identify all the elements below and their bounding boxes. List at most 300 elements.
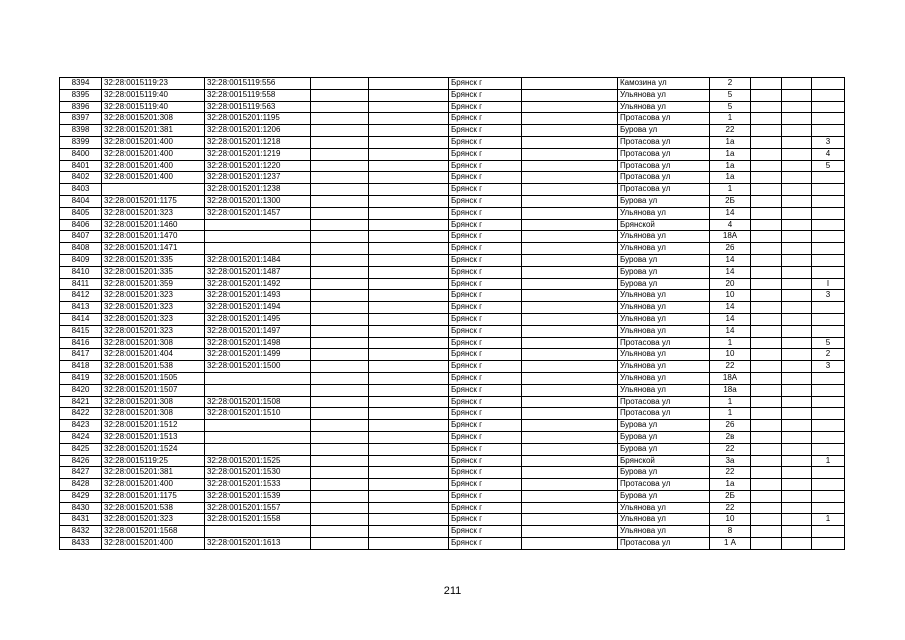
empty-col-3-cell (522, 467, 618, 479)
empty-col-2-cell (369, 101, 449, 113)
empty-col-4-cell (751, 78, 782, 90)
street-cell: Ульянова ул (618, 89, 710, 101)
record-number-cell: 8406 (60, 219, 102, 231)
apartment-number-cell (812, 479, 845, 491)
apartment-number-cell (812, 384, 845, 396)
apartment-number-cell (812, 443, 845, 455)
empty-col-2-cell (369, 89, 449, 101)
empty-col-1-cell (311, 207, 369, 219)
empty-col-4-cell (751, 313, 782, 325)
apartment-number-cell (812, 184, 845, 196)
empty-col-2-cell (369, 184, 449, 196)
cadastral-number-object-cell (205, 526, 311, 538)
empty-col-1-cell (311, 302, 369, 314)
street-cell: Протасова ул (618, 148, 710, 160)
cadastral-number-object-cell: 32:28:0015201:1484 (205, 254, 311, 266)
empty-col-3-cell (522, 125, 618, 137)
table-row (60, 113, 845, 125)
empty-col-4-cell (751, 349, 782, 361)
cadastral-number-object-cell: 32:28:0015119:558 (205, 89, 311, 101)
city-cell: Брянск г (449, 231, 522, 243)
street-cell: Протасова ул (618, 479, 710, 491)
apartment-number-cell: 2 (812, 349, 845, 361)
empty-col-5-cell (782, 243, 812, 255)
table-row (60, 372, 845, 384)
empty-col-5-cell (782, 337, 812, 349)
empty-col-2-cell (369, 302, 449, 314)
street-cell: Бурова ул (618, 266, 710, 278)
house-number-cell: 10 (710, 514, 751, 526)
empty-col-2-cell (369, 172, 449, 184)
empty-col-3-cell (522, 195, 618, 207)
cadastral-number-object-cell: 32:28:0015201:1220 (205, 160, 311, 172)
empty-col-2-cell (369, 278, 449, 290)
empty-col-3-cell (522, 479, 618, 491)
city-cell: Брянск г (449, 431, 522, 443)
table-row (60, 231, 845, 243)
empty-col-2-cell (369, 455, 449, 467)
apartment-number-cell (812, 302, 845, 314)
cadastral-number-parcel-cell: 32:28:0015119:40 (102, 89, 205, 101)
cadastral-number-parcel-cell: 32:28:0015201:335 (102, 266, 205, 278)
street-cell: Бурова ул (618, 420, 710, 432)
city-cell: Брянск г (449, 396, 522, 408)
empty-col-3-cell (522, 160, 618, 172)
street-cell: Брянской (618, 219, 710, 231)
empty-col-2-cell (369, 479, 449, 491)
empty-col-3-cell (522, 89, 618, 101)
cadastral-number-object-cell: 32:28:0015201:1237 (205, 172, 311, 184)
apartment-number-cell (812, 431, 845, 443)
record-number-cell: 8420 (60, 384, 102, 396)
house-number-cell: 2в (710, 431, 751, 443)
empty-col-4-cell (751, 136, 782, 148)
city-cell: Брянск г (449, 443, 522, 455)
street-cell: Протасова ул (618, 184, 710, 196)
record-number-cell: 8430 (60, 502, 102, 514)
cadastral-number-parcel-cell: 32:28:0015201:1471 (102, 243, 205, 255)
empty-col-2-cell (369, 514, 449, 526)
cadastral-number-parcel-cell: 32:28:0015201:323 (102, 313, 205, 325)
empty-col-5-cell (782, 467, 812, 479)
city-cell: Брянск г (449, 125, 522, 137)
city-cell: Брянск г (449, 361, 522, 373)
apartment-number-cell (812, 195, 845, 207)
street-cell: Ульянова ул (618, 526, 710, 538)
apartment-number-cell (812, 207, 845, 219)
table-row (60, 502, 845, 514)
record-number-cell: 8411 (60, 278, 102, 290)
table-row (60, 467, 845, 479)
record-number-cell: 8396 (60, 101, 102, 113)
empty-col-1-cell (311, 113, 369, 125)
empty-col-5-cell (782, 479, 812, 491)
empty-col-3-cell (522, 207, 618, 219)
empty-col-2-cell (369, 160, 449, 172)
empty-col-2-cell (369, 490, 449, 502)
street-cell: Бурова ул (618, 195, 710, 207)
city-cell: Брянск г (449, 514, 522, 526)
empty-col-5-cell (782, 325, 812, 337)
cadastral-number-parcel-cell: 32:28:0015119:40 (102, 101, 205, 113)
apartment-number-cell (812, 125, 845, 137)
empty-col-3-cell (522, 502, 618, 514)
house-number-cell: 14 (710, 302, 751, 314)
record-number-cell: 8424 (60, 431, 102, 443)
cadastral-number-parcel-cell: 32:28:0015201:323 (102, 325, 205, 337)
empty-col-2-cell (369, 337, 449, 349)
empty-col-1-cell (311, 396, 369, 408)
table-row (60, 490, 845, 502)
city-cell: Брянск г (449, 184, 522, 196)
empty-col-1-cell (311, 231, 369, 243)
cadastral-number-object-cell: 32:28:0015201:1557 (205, 502, 311, 514)
empty-col-4-cell (751, 408, 782, 420)
empty-col-3-cell (522, 290, 618, 302)
empty-col-5-cell (782, 266, 812, 278)
city-cell: Брянск г (449, 254, 522, 266)
cadastral-number-object-cell: 32:28:0015201:1510 (205, 408, 311, 420)
city-cell: Брянск г (449, 89, 522, 101)
empty-col-5-cell (782, 219, 812, 231)
record-number-cell: 8404 (60, 195, 102, 207)
city-cell: Брянск г (449, 101, 522, 113)
cadastral-number-object-cell (205, 420, 311, 432)
table-row (60, 219, 845, 231)
city-cell: Брянск г (449, 207, 522, 219)
empty-col-5-cell (782, 349, 812, 361)
empty-col-5-cell (782, 125, 812, 137)
empty-col-1-cell (311, 78, 369, 90)
empty-col-3-cell (522, 514, 618, 526)
cadastral-number-object-cell (205, 372, 311, 384)
cadastral-number-object-cell: 32:28:0015201:1494 (205, 302, 311, 314)
empty-col-2-cell (369, 113, 449, 125)
record-number-cell: 8409 (60, 254, 102, 266)
cadastral-number-object-cell (205, 243, 311, 255)
house-number-cell: 1а (710, 172, 751, 184)
empty-col-2-cell (369, 502, 449, 514)
empty-col-4-cell (751, 479, 782, 491)
empty-col-3-cell (522, 113, 618, 125)
table-row (60, 325, 845, 337)
empty-col-1-cell (311, 455, 369, 467)
table-row (60, 172, 845, 184)
empty-col-3-cell (522, 219, 618, 231)
empty-col-5-cell (782, 502, 812, 514)
house-number-cell: 1 А (710, 538, 751, 550)
registry-table (59, 77, 845, 550)
empty-col-2-cell (369, 243, 449, 255)
cadastral-number-object-cell: 32:28:0015201:1457 (205, 207, 311, 219)
record-number-cell: 8398 (60, 125, 102, 137)
cadastral-number-object-cell: 32:28:0015119:556 (205, 78, 311, 90)
cadastral-number-parcel-cell: 32:28:0015201:400 (102, 148, 205, 160)
empty-col-3-cell (522, 361, 618, 373)
house-number-cell: 22 (710, 443, 751, 455)
apartment-number-cell (812, 490, 845, 502)
empty-col-1-cell (311, 361, 369, 373)
empty-col-1-cell (311, 313, 369, 325)
cadastral-number-parcel-cell: 32:28:0015119:25 (102, 455, 205, 467)
house-number-cell: 14 (710, 254, 751, 266)
empty-col-5-cell (782, 113, 812, 125)
cadastral-number-object-cell: 32:28:0015201:1493 (205, 290, 311, 302)
cadastral-number-object-cell: 32:28:0015201:1497 (205, 325, 311, 337)
cadastral-number-object-cell (205, 443, 311, 455)
empty-col-1-cell (311, 538, 369, 550)
house-number-cell: 14 (710, 325, 751, 337)
empty-col-3-cell (522, 337, 618, 349)
empty-col-1-cell (311, 349, 369, 361)
table-row (60, 195, 845, 207)
empty-col-3-cell (522, 455, 618, 467)
empty-col-3-cell (522, 254, 618, 266)
city-cell: Брянск г (449, 302, 522, 314)
empty-col-1-cell (311, 101, 369, 113)
empty-col-2-cell (369, 219, 449, 231)
empty-col-1-cell (311, 195, 369, 207)
city-cell: Брянск г (449, 148, 522, 160)
house-number-cell: 1 (710, 184, 751, 196)
city-cell: Брянск г (449, 502, 522, 514)
record-number-cell: 8414 (60, 313, 102, 325)
empty-col-1-cell (311, 266, 369, 278)
empty-col-2-cell (369, 266, 449, 278)
empty-col-3-cell (522, 372, 618, 384)
empty-col-1-cell (311, 125, 369, 137)
record-number-cell: 8402 (60, 172, 102, 184)
empty-col-2-cell (369, 231, 449, 243)
city-cell: Брянск г (449, 290, 522, 302)
record-number-cell: 8395 (60, 89, 102, 101)
record-number-cell: 8400 (60, 148, 102, 160)
cadastral-number-object-cell: 32:28:0015201:1492 (205, 278, 311, 290)
house-number-cell: 22 (710, 467, 751, 479)
record-number-cell: 8418 (60, 361, 102, 373)
record-number-cell: 8433 (60, 538, 102, 550)
house-number-cell: 18а (710, 384, 751, 396)
street-cell: Ульянова ул (618, 101, 710, 113)
empty-col-4-cell (751, 361, 782, 373)
empty-col-2-cell (369, 136, 449, 148)
table-row (60, 302, 845, 314)
table-row (60, 78, 845, 90)
record-number-cell: 8397 (60, 113, 102, 125)
house-number-cell: 14 (710, 266, 751, 278)
empty-col-1-cell (311, 219, 369, 231)
street-cell: Ульянова ул (618, 243, 710, 255)
house-number-cell: 1 (710, 337, 751, 349)
apartment-number-cell (812, 313, 845, 325)
empty-col-2-cell (369, 396, 449, 408)
apartment-number-cell (812, 231, 845, 243)
empty-col-3-cell (522, 148, 618, 160)
empty-col-1-cell (311, 443, 369, 455)
cadastral-number-parcel-cell: 32:28:0015201:323 (102, 290, 205, 302)
cadastral-number-object-cell (205, 219, 311, 231)
cadastral-number-object-cell: 32:28:0015201:1500 (205, 361, 311, 373)
table-row (60, 148, 845, 160)
cadastral-number-object-cell: 32:28:0015201:1219 (205, 148, 311, 160)
cadastral-number-object-cell: 32:28:0015201:1487 (205, 266, 311, 278)
empty-col-4-cell (751, 372, 782, 384)
house-number-cell: 20 (710, 278, 751, 290)
city-cell: Брянск г (449, 219, 522, 231)
apartment-number-cell (812, 538, 845, 550)
apartment-number-cell (812, 219, 845, 231)
empty-col-1-cell (311, 514, 369, 526)
city-cell: Брянск г (449, 78, 522, 90)
cadastral-number-object-cell (205, 384, 311, 396)
record-number-cell: 8416 (60, 337, 102, 349)
cadastral-number-parcel-cell: 32:28:0015201:308 (102, 408, 205, 420)
apartment-number-cell: 3 (812, 136, 845, 148)
street-cell: Протасова ул (618, 113, 710, 125)
city-cell: Брянск г (449, 313, 522, 325)
house-number-cell: 1а (710, 136, 751, 148)
street-cell: Бурова ул (618, 254, 710, 266)
table-row (60, 396, 845, 408)
cadastral-number-parcel-cell: 32:28:0015201:1568 (102, 526, 205, 538)
cadastral-number-object-cell: 32:28:0015201:1195 (205, 113, 311, 125)
cadastral-number-object-cell: 32:28:0015201:1495 (205, 313, 311, 325)
empty-col-2-cell (369, 526, 449, 538)
cadastral-number-parcel-cell: 32:28:0015201:308 (102, 396, 205, 408)
empty-col-5-cell (782, 526, 812, 538)
table-row (60, 538, 845, 550)
cadastral-number-parcel-cell: 32:28:0015201:1460 (102, 219, 205, 231)
house-number-cell: 1а (710, 148, 751, 160)
table-row (60, 184, 845, 196)
city-cell: Брянск г (449, 243, 522, 255)
empty-col-5-cell (782, 384, 812, 396)
apartment-number-cell (812, 254, 845, 266)
empty-col-2-cell (369, 78, 449, 90)
house-number-cell: 14 (710, 313, 751, 325)
empty-col-5-cell (782, 396, 812, 408)
record-number-cell: 8429 (60, 490, 102, 502)
street-cell: Протасова ул (618, 136, 710, 148)
empty-col-3-cell (522, 384, 618, 396)
record-number-cell: 8431 (60, 514, 102, 526)
apartment-number-cell (812, 325, 845, 337)
empty-col-5-cell (782, 160, 812, 172)
apartment-number-cell (812, 372, 845, 384)
empty-col-1-cell (311, 526, 369, 538)
city-cell: Брянск г (449, 325, 522, 337)
cadastral-number-object-cell: 32:28:0015201:1539 (205, 490, 311, 502)
empty-col-5-cell (782, 78, 812, 90)
apartment-number-cell: 3 (812, 361, 845, 373)
record-number-cell: 8394 (60, 78, 102, 90)
empty-col-1-cell (311, 89, 369, 101)
empty-col-2-cell (369, 125, 449, 137)
street-cell: Протасова ул (618, 337, 710, 349)
table-row (60, 337, 845, 349)
street-cell: Ульянова ул (618, 502, 710, 514)
record-number-cell: 8412 (60, 290, 102, 302)
empty-col-3-cell (522, 408, 618, 420)
street-cell: Ульянова ул (618, 372, 710, 384)
house-number-cell: 2Б (710, 490, 751, 502)
street-cell: Ульянова ул (618, 313, 710, 325)
city-cell: Брянск г (449, 337, 522, 349)
record-number-cell: 8399 (60, 136, 102, 148)
empty-col-4-cell (751, 101, 782, 113)
record-number-cell: 8422 (60, 408, 102, 420)
street-cell: Ульянова ул (618, 302, 710, 314)
empty-col-4-cell (751, 243, 782, 255)
table-row (60, 514, 845, 526)
empty-col-3-cell (522, 302, 618, 314)
registry-table-body (60, 78, 845, 550)
street-cell: Ульянова ул (618, 325, 710, 337)
cadastral-number-parcel-cell: 32:28:0015201:1524 (102, 443, 205, 455)
cadastral-number-parcel-cell: 32:28:0015201:323 (102, 302, 205, 314)
empty-col-4-cell (751, 490, 782, 502)
city-cell: Брянск г (449, 113, 522, 125)
table-row (60, 136, 845, 148)
empty-col-2-cell (369, 361, 449, 373)
house-number-cell: 22 (710, 125, 751, 137)
city-cell: Брянск г (449, 136, 522, 148)
street-cell: Протасова ул (618, 160, 710, 172)
empty-col-2-cell (369, 384, 449, 396)
street-cell: Ульянова ул (618, 290, 710, 302)
record-number-cell: 8403 (60, 184, 102, 196)
empty-col-1-cell (311, 243, 369, 255)
cadastral-number-object-cell: 32:28:0015201:1530 (205, 467, 311, 479)
empty-col-5-cell (782, 195, 812, 207)
record-number-cell: 8427 (60, 467, 102, 479)
house-number-cell: 26 (710, 243, 751, 255)
apartment-number-cell (812, 172, 845, 184)
table-row (60, 443, 845, 455)
cadastral-number-object-cell: 32:28:0015201:1525 (205, 455, 311, 467)
cadastral-number-parcel-cell: 32:28:0015201:308 (102, 337, 205, 349)
record-number-cell: 8415 (60, 325, 102, 337)
cadastral-number-parcel-cell: 32:28:0015201:323 (102, 207, 205, 219)
empty-col-4-cell (751, 467, 782, 479)
empty-col-5-cell (782, 431, 812, 443)
empty-col-3-cell (522, 490, 618, 502)
record-number-cell: 8419 (60, 372, 102, 384)
table-row (60, 526, 845, 538)
empty-col-4-cell (751, 337, 782, 349)
empty-col-2-cell (369, 467, 449, 479)
empty-col-5-cell (782, 89, 812, 101)
empty-col-1-cell (311, 172, 369, 184)
empty-col-4-cell (751, 278, 782, 290)
cadastral-number-object-cell (205, 431, 311, 443)
cadastral-number-parcel-cell: 32:28:0015201:1175 (102, 490, 205, 502)
empty-col-3-cell (522, 231, 618, 243)
apartment-number-cell (812, 101, 845, 113)
street-cell: Бурова ул (618, 431, 710, 443)
empty-col-1-cell (311, 254, 369, 266)
street-cell: Камозина ул (618, 78, 710, 90)
empty-col-2-cell (369, 207, 449, 219)
empty-col-4-cell (751, 89, 782, 101)
empty-col-5-cell (782, 372, 812, 384)
empty-col-2-cell (369, 349, 449, 361)
table-row (60, 266, 845, 278)
house-number-cell: 1 (710, 408, 751, 420)
empty-col-4-cell (751, 325, 782, 337)
house-number-cell: 22 (710, 361, 751, 373)
house-number-cell: 10 (710, 349, 751, 361)
